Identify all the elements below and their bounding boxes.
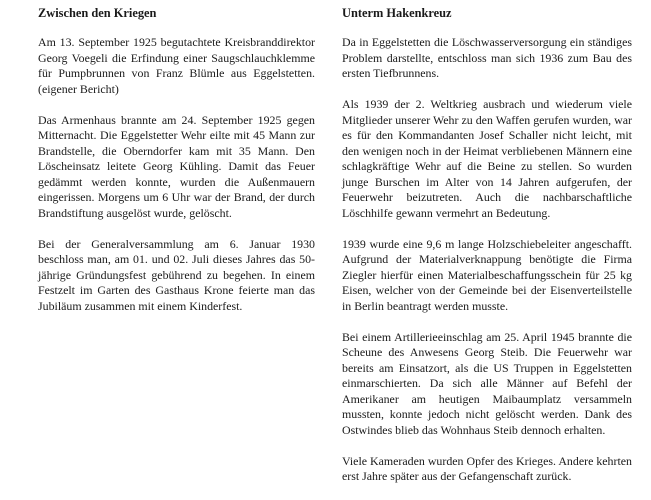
paragraph: Als 1939 der 2. Weltkrieg ausbrach und wiederum viele Mitglieder unserer Wehr zu den Waffen gerufen wurden, war es für den Kommandanten Josef Schaller nicht leicht, mit den wenigen noch in der Heimat verbliebenen Männern eine schlagkräftige Wehr auf die Beine zu stellen. So wurden junge Burschen im Alter von 14 Jahren aufgerufen, der Feuerwehr beizutreten. Auch die nachbarschaftliche Löschhilfe gewann vermehrt an Bedeutung. <box>342 97 632 220</box>
paragraph: Viele Kameraden wurden Opfer des Krieges. Andere kehrten erst Jahre später aus der Gefangenschaft zurück. <box>342 453 632 483</box>
paragraph: Das Armenhaus brannte am 24. September 1925 gegen Mitternacht. Die Eggelstetter Wehr eilte mit 45 Mann zur Brandstelle, die Oberndorfer kam mit 35 Mann. Den Löscheinsatz leitete Georg Kühling. Damit das Feuer gedämmt werden konnte, wurden die Außenmauern eingerissen. Morgens um 6 Uhr war der Brand, der durch Brandstiftung ausgelöst wurde, gelöscht. <box>38 112 315 220</box>
right-column <box>342 6 632 500</box>
paragraph: Da in Eggelstetten die Löschwasserversorgung ein ständiges Problem darstellte, entschloss man sich 1936 zum Bau des ersten Tiefbrunnens. <box>342 35 632 80</box>
paragraph: Am 13. September 1925 begutachtete Kreisbranddirektor Georg Voegeli die Erfindung einer Saugschlauchklemme für Pumpbrunnen von Franz Blümle aus Eggelstetten. (eigener Bericht) <box>38 35 315 96</box>
paragraph: 1939 wurde eine 9,6 m lange Holzschiebeleiter angeschafft. Aufgrund der Materialverknappung benötigte die Firma Ziegler hierfür einen Materialbeschaffungsschein für 25 kg Eisen, welcher von der Gemeinde bei der Eisenverteilstelle in Berlin beantragt werden musste. <box>342 236 632 313</box>
paragraph: Bei einem Artillerieeinschlag am 25. April 1945 brannte die Scheune des Anwesens Georg Steib. Die Feuerwehr war bereits am Einsatzort, als die US Truppen in Eggelstetten einmarschierten. Da sich alle Männer auf Befehl der Amerikaner am heutigen Maibaumplatz versammeln mussten, konnte jedoch nicht gelöscht werden. Dank des Ostwindes blieb das Wohnhaus Steib dennoch erhalten. <box>342 329 632 437</box>
section-heading-zwischen-den-kriegen: Zwischen den Kriegen <box>38 6 157 20</box>
paragraph: Bei der Generalversammlung am 6. Januar 1930 beschloss man, am 01. und 02. Juli dieses Jahres das 50-jährige Gründungsfest gebührend zu begehen. In einem Festzelt im Garten des Gasthaus Krone feierte man das Jubiläum zusammen mit einem Kinderfest. <box>38 236 315 313</box>
left-column <box>38 6 315 330</box>
section-heading-unterm-hakenkreuz: Unterm Hakenkreuz <box>342 6 452 20</box>
